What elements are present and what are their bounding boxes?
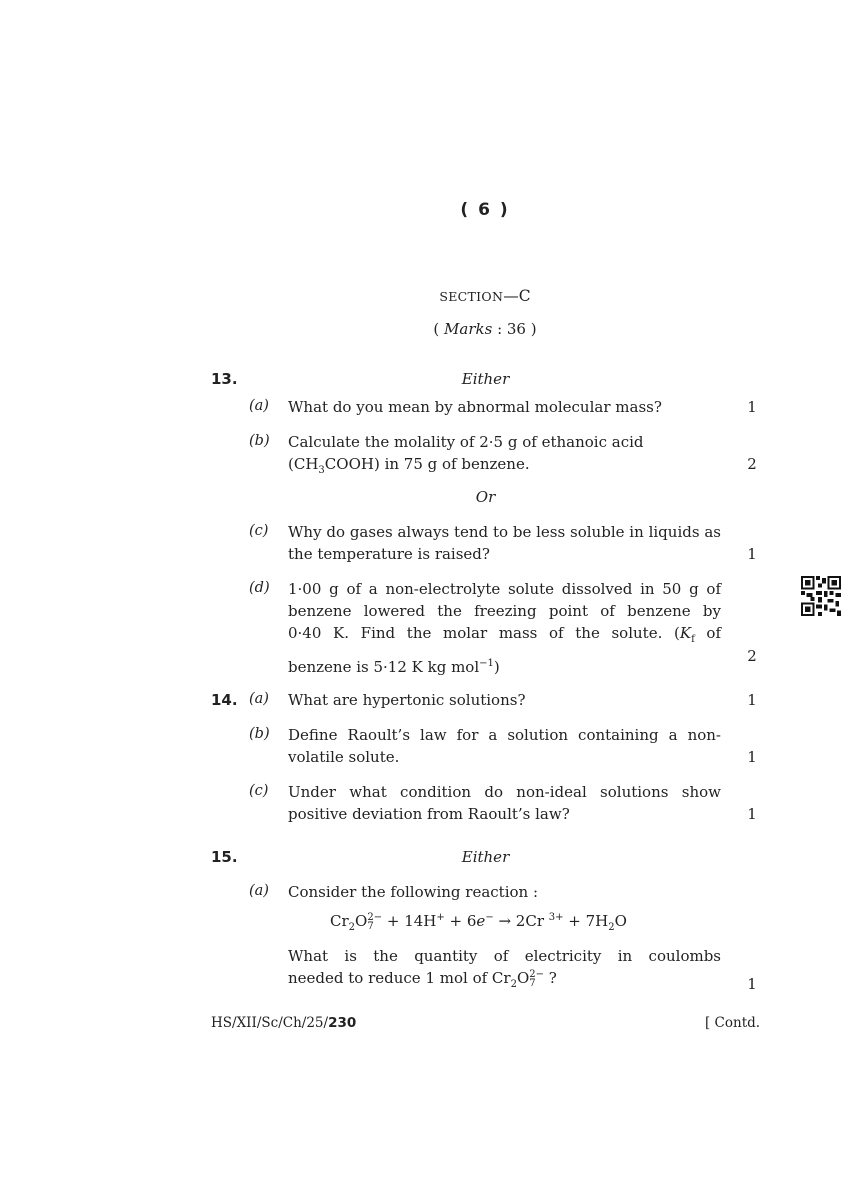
continued-label: [ Contd. [705, 1015, 761, 1031]
question-text: Under what condition do non-ideal solutions show positive deviation from Raoult’s law? [288, 783, 721, 823]
part-label: (c) [249, 783, 269, 799]
paper-code: HS/XII/Sc/Ch/25/230 [211, 1015, 357, 1031]
section-heading: SECTION—C [439, 287, 531, 305]
part-label: (a) [249, 883, 269, 899]
marks-value: 1 [747, 975, 757, 993]
or-label: Or [475, 488, 496, 506]
question-text: What do you mean by abnormal molecular mass? [288, 398, 662, 416]
question-number: 15. [211, 848, 238, 866]
question-text: What is the quantity of electricity in coulombs needed to reduce 1 mol of $Cr_2O$ 2− 7 ? [288, 947, 721, 990]
question-number: 13. [211, 370, 238, 388]
question-text: What are hypertonic solutions? [288, 691, 526, 709]
question-text: Why do gases always tend to be less soluble in liquids as the temperature is raised? [288, 523, 721, 563]
qr-code-icon [801, 576, 841, 616]
part-label: (a) [249, 691, 269, 707]
question-number: 14. [211, 691, 238, 709]
part-label: (d) [249, 580, 270, 596]
marks-value: 1 [747, 691, 757, 709]
page-number: ( 6 ) [460, 200, 510, 220]
chemical-equation: $Cr_2O$ 2− 7 + 14H+ + 6e− → 2Cr $^{3+} + 7H_2O$ [330, 912, 627, 933]
marks-value: 1 [747, 545, 757, 563]
question-text: Calculate the molality of 2·5 g of ethanoic acid $(CH_3COOH)$ in 75 g of benzene. [288, 433, 644, 476]
section-marks: ( Marks : 36 ) [433, 320, 537, 338]
question-text: 1·00 g of a non-electrolyte solute dissolved in 50 g of benzene lowered the freezing point of benzene by 0·40 K. Find the molar mass of the solute. ($K_f$ of benzene is 5·12 K kg mol$^{-1}$) [288, 580, 721, 676]
question-text: Define Raoult’s law for a solution containing a non-volatile solute. [288, 726, 721, 766]
marks-value: 2 [747, 647, 757, 665]
either-label: Either [461, 848, 510, 866]
part-label: (b) [249, 433, 270, 449]
marks-value: 1 [747, 748, 757, 766]
part-label: (b) [249, 726, 270, 742]
marks-value: 1 [747, 805, 757, 823]
marks-value: 2 [747, 455, 757, 473]
question-text: Consider the following reaction : [288, 883, 539, 901]
either-label: Either [461, 370, 510, 388]
part-label: (a) [249, 398, 269, 414]
marks-value: 1 [747, 398, 757, 416]
part-label: (c) [249, 523, 269, 539]
